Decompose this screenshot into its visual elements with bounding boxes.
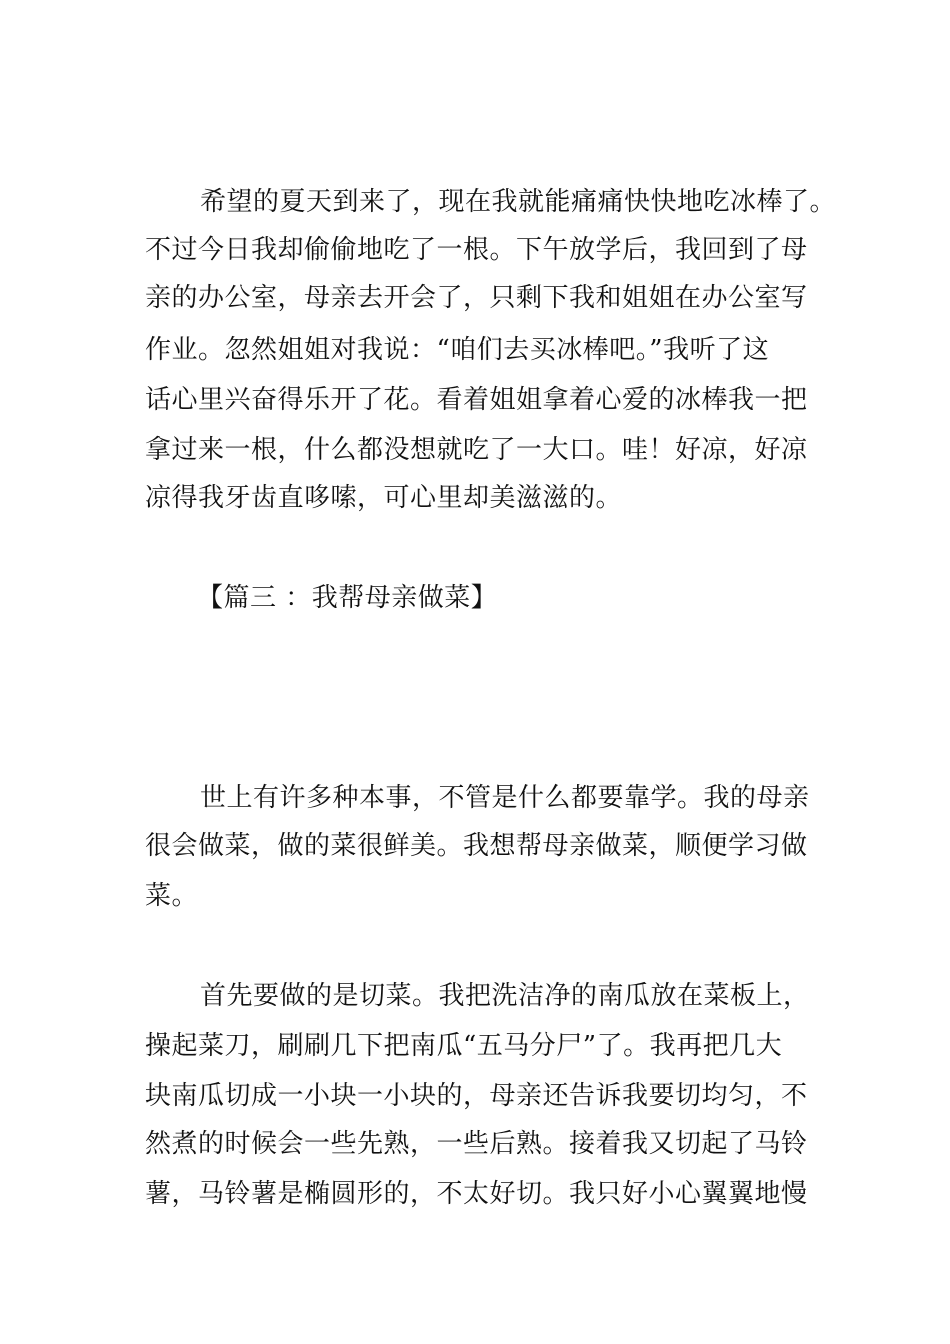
- text-line: 不过今日我却偷偷地吃了一根。下午放学后，我回到了母: [145, 235, 808, 265]
- text-line: 薯，马铃薯是椭圆形的，不太好切。我只好小心翼翼地慢: [145, 1179, 808, 1209]
- text-line: 块南瓜切成一小块一小块的，母亲还告诉我要切均匀，不: [145, 1081, 808, 1111]
- text-line: 很会做菜，做的菜很鲜美。我想帮母亲做菜，顺便学习做: [145, 831, 808, 861]
- text-line: 操起菜刀，刷刷几下把南瓜“五马分尸”了。我再把几大: [145, 1031, 783, 1061]
- text-line: 菜。: [145, 881, 199, 911]
- text-line: 世上有许多种本事，不管是什么都要靠学。我的母亲: [200, 783, 810, 813]
- text-line: 亲的办公室，母亲去开会了，只剩下我和姐姐在办公室写: [145, 283, 808, 313]
- text-line: 首先要做的是切菜。我把洗洁净的南瓜放在菜板上，: [200, 981, 810, 1011]
- text-line: 拿过来一根，什么都没想就吃了一大口。哇！好凉，好凉: [145, 435, 808, 465]
- section-heading: 【篇三 ：我帮母亲做菜】: [197, 583, 498, 613]
- text-line: 希望的夏天到来了，现在我就能痛痛快快地吃冰棒了。: [200, 187, 837, 217]
- text-line: 话心里兴奋得乐开了花。看着姐姐拿着心爱的冰棒我一把: [145, 385, 808, 415]
- text-line: 作业。忽然姐姐对我说：“咱们去买冰棒吧。”我听了这: [145, 335, 770, 365]
- text-line: 凉得我牙齿直哆嗦，可心里却美滋滋的。: [145, 483, 623, 513]
- text-line: 然煮的时候会一些先熟，一些后熟。接着我又切起了马铃: [145, 1129, 808, 1159]
